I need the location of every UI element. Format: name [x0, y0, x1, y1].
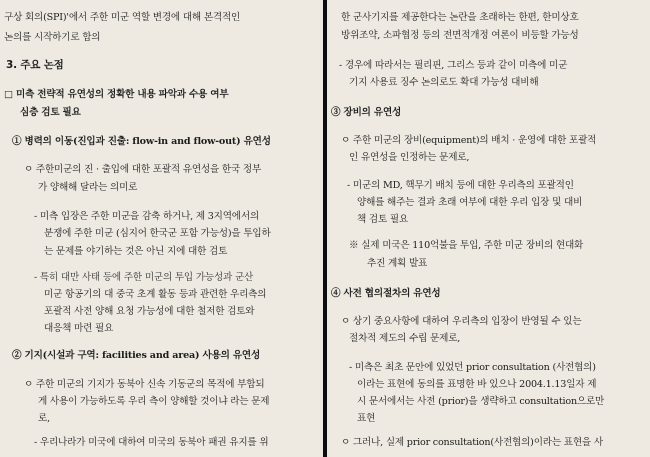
- text-line: 미군 항공기의 대 중국 초계 활동 등과 관련한 우리측의: [44, 289, 267, 300]
- text-line: 게 사용이 가능하도록 우리 측이 양해할 것이냐 라는 문제: [38, 396, 270, 407]
- section-heading: 3. 주요 논점: [6, 59, 64, 71]
- text-line: ㅇ 주한 미군의 기지가 동북아 신속 기동군의 목적에 부합되: [24, 379, 265, 390]
- subsection-heading: ④ 사전 협의절차의 유연성: [331, 288, 441, 299]
- text-line: - 우리나라가 미국에 대하여 미국의 동북아 패권 유지를 위: [34, 437, 269, 448]
- text-line: ※ 실제 미국은 110억불을 투입, 주한 미군 장비의 현대화: [349, 240, 584, 251]
- text-line: 이라는 표현에 동의를 표명한 바 있으나 2004.1.13일자 제: [357, 379, 597, 390]
- text-line: □ 미측 전략적 유연성의 정확한 내용 파악과 수용 여부: [4, 89, 229, 100]
- subsection-heading: ③ 장비의 유연성: [331, 107, 402, 118]
- text-line: 시 문서에서는 사전 (prior)을 생략하고 consultation으로만: [357, 396, 605, 407]
- text-line: 구상 회의(SPI)'에서 주한 미군 역할 변경에 대해 본격적인: [4, 12, 241, 23]
- right-page: [327, 0, 650, 457]
- text-line: 대응책 마련 필요: [44, 323, 114, 334]
- text-line: 포괄적 사전 양해 요청 가능성에 대한 철저한 검토와: [44, 306, 255, 317]
- text-line: 가 양해해 달라는 의미로: [38, 182, 138, 193]
- text-line: - 미측은 최초 문안에 있었던 prior consultation (사전협의): [349, 362, 596, 373]
- subsection-heading: ② 기지(시설과 구역: facilities and area) 사용의 유연성: [12, 350, 261, 361]
- text-line: 는 문제를 야기하는 것은 아닌 지에 대한 검토: [44, 246, 228, 257]
- text-line: 인 유연성을 인정하는 문제로,: [349, 152, 470, 163]
- text-line: 표현: [357, 413, 376, 424]
- text-line: ㅇ 주한 미군의 장비(equipment)의 배치 · 운영에 대한 포괄적: [341, 135, 597, 146]
- text-line: ㅇ 그러나, 실제 prior consultation(사전협의)이라는 표현을 사: [341, 437, 603, 448]
- text-line: 분쟁에 주한 미군 (심지어 한국군 포함 가능성)을 투입하: [44, 228, 271, 239]
- text-line: 논의를 시작하기로 합의: [4, 32, 101, 43]
- subsection-heading: ① 병력의 이동(진입과 진출: flow-in and flow-out) 유연성: [12, 136, 271, 147]
- left-page: [0, 0, 323, 457]
- text-line: - 미군의 MD, 핵무기 배치 등에 대한 우리측의 포괄적인: [347, 180, 574, 191]
- text-line: 로,: [38, 413, 50, 424]
- text-line: - 경우에 따라서는 필리핀, 그리스 등과 같이 미측에 미군: [339, 60, 568, 71]
- text-line: 심층 검토 필요: [20, 107, 81, 118]
- text-line: 책 검토 필요: [357, 214, 409, 225]
- text-line: 양해를 해주는 결과 초래 여부에 대한 우리 입장 및 대비: [357, 197, 583, 208]
- text-line: ㅇ 상기 중요사항에 대하여 우리측의 입장이 반영될 수 있는: [341, 316, 582, 327]
- text-line: 절차적 제도의 수립 문제로,: [349, 333, 461, 344]
- text-line: ㅇ 주한미군의 진 · 출입에 대한 포괄적 유연성을 한국 정부: [24, 164, 262, 175]
- text-line: 추진 계획 발표: [367, 258, 428, 269]
- text-line: - 특히 대만 사태 등에 주한 미군의 투입 가능성과 군산: [34, 272, 254, 283]
- text-line: 방위조약, 소파협정 등의 전면적개정 여론이 비등할 가능성: [341, 30, 579, 41]
- text-line: 한 군사기지를 제공한다는 논란을 초래하는 한편, 한미상호: [341, 12, 579, 23]
- text-line: - 미측 입장은 주한 미군을 감축 하거나, 제 3지역에서의: [34, 211, 260, 222]
- text-line: 기지 사용료 징수 논의로도 확대 가능성 대비해: [349, 77, 539, 88]
